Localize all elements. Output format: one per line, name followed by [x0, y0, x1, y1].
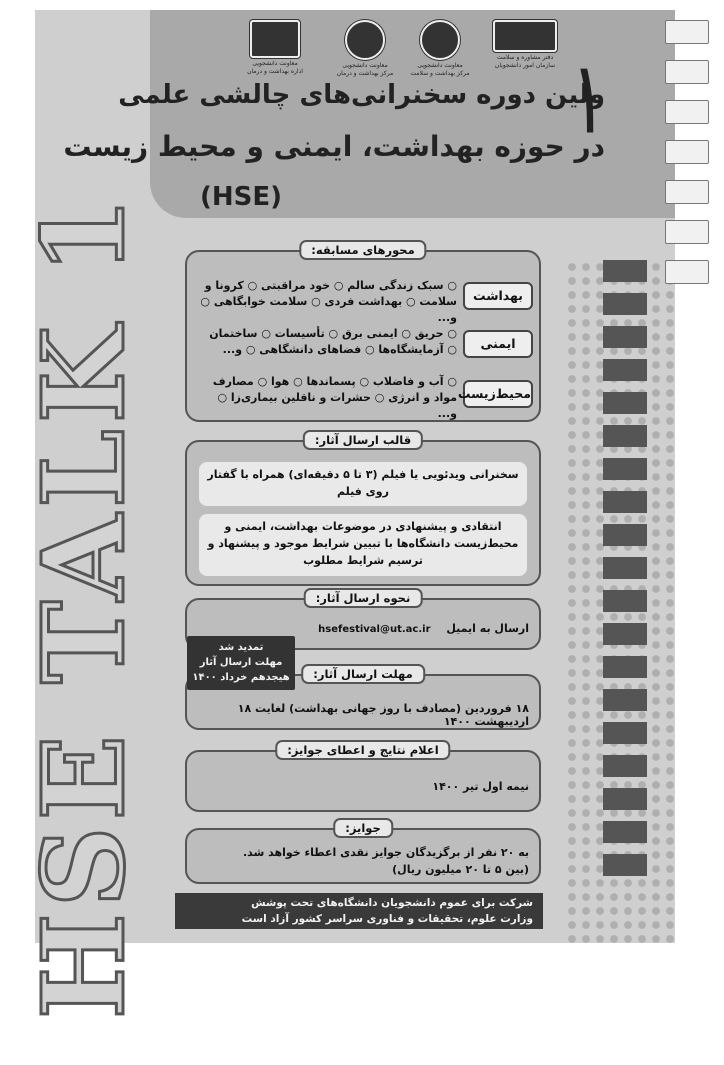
footer-banner	[175, 893, 543, 929]
deadline-title: مهلت ارسال آثار:	[301, 664, 425, 684]
film-hole	[665, 260, 709, 284]
logo-line: معاونت دانشجویی	[417, 62, 463, 69]
sharif-seal-icon	[345, 20, 385, 60]
film-hole	[665, 220, 709, 244]
film-hole	[603, 491, 647, 513]
topic-row	[187, 276, 539, 324]
logo-ut	[405, 20, 475, 78]
extension-line: مهلت ارسال آثار	[199, 657, 283, 668]
footer-line: شرکت برای عموم دانشجویان دانشگاه‌های تحت پوشش	[251, 897, 533, 909]
film-hole	[603, 359, 647, 381]
logo-line: معاونت دانشجویی	[342, 62, 388, 69]
film-hole	[603, 392, 647, 414]
topics-title: محورهای مسابقه:	[299, 240, 426, 260]
deadline-text: ۱۸ فروردین (مصادف با روز جهانی بهداشت) لغایت ۱۸ اردیبهشت ۱۴۰۰	[237, 702, 529, 728]
film-hole	[603, 458, 647, 480]
vertical-title: HSE TALK 1	[19, 190, 150, 1020]
daftar-logo-icon	[493, 20, 557, 52]
film-hole	[603, 788, 647, 810]
film-hole	[603, 557, 647, 579]
film-hole	[603, 656, 647, 678]
film-hole	[603, 821, 647, 843]
film-hole	[665, 60, 709, 84]
submission-line	[197, 622, 529, 635]
format-item: سخنرانی ویدئویی یا فیلم (۳ تا ۵ دقیقه‌ای) همراه با گفتار روی فیلم	[199, 462, 527, 506]
film-hole	[603, 854, 647, 876]
film-hole	[603, 590, 647, 612]
format-section	[185, 433, 541, 586]
results-title: اعلام نتایج و اعطای جوایز:	[275, 740, 450, 760]
logo-line: سازمان امور دانشجویان	[494, 62, 556, 69]
topic-label: محیط‌زیست	[463, 380, 533, 408]
right-filmstrip	[603, 260, 647, 876]
film-hole	[603, 260, 647, 282]
format-item: انتقادی و پیشنهادی در موضوعات بهداشت، ایمنی و محیط‌زیست دانشگاه‌ها با تبیین شرایط موجود و پیشنهاد و ترسیم شرایط مطلوب	[199, 514, 527, 576]
topics-section	[185, 243, 541, 422]
topic-row	[187, 324, 539, 364]
logo-daftar	[480, 20, 570, 70]
submission-title: نحوه ارسال آثار:	[304, 588, 423, 608]
logo-line: معاونت دانشجویی	[252, 60, 298, 67]
logo-line: اداره بهداشت و درمان	[247, 68, 303, 75]
topic-text: ○ آب و فاضلاب ○ پسماندها ○ هوا ○ مصارف مواد و انرژی ○ حشرات و ناقلین بیماری‌زا ○ و...	[212, 375, 457, 420]
title-line-2: در حوزه بهداشت، ایمنی و محیط زیست	[63, 130, 605, 163]
header-filmstrip	[665, 20, 707, 284]
topic-text: ○ سبک زندگی سالم ○ خود مراقبتی ○ کرونا و سلامت ○ بهداشت فردی ○ سلامت خوابگاهی ○ و...	[200, 279, 457, 324]
logo-daneshkade	[235, 20, 315, 76]
prizes-section	[185, 821, 541, 884]
film-hole	[603, 326, 647, 348]
edition-number: ۱	[574, 41, 603, 154]
film-hole	[603, 425, 647, 447]
prizes-title: جوایز:	[333, 818, 393, 838]
topic-text: ○ حریق ○ ایمنی برق ○ تأسیسات ○ ساختمان ○ آزمایشگاه‌ها ○ فضاهای دانشگاهی ○ و...	[209, 327, 457, 356]
logo-line: مرکز بهداشت و سلامت	[410, 70, 470, 77]
topic-row	[187, 372, 539, 420]
daneshkade-logo-icon	[250, 20, 300, 58]
extension-line: هیجدهم خرداد ۱۴۰۰	[192, 672, 290, 683]
film-hole	[603, 689, 647, 711]
logo-line: دفتر مشاوره و سلامت	[496, 54, 554, 61]
topic-label: بهداشت	[463, 282, 533, 310]
prizes-line: (بین ۵ تا ۲۰ میلیون ریال)	[392, 863, 529, 876]
footer-line: وزارت علوم، تحقیقات و فناوری سراسر کشور آزاد است	[241, 913, 533, 925]
poster	[19, 10, 675, 1020]
title-line-1: ولین دوره سخنرانی‌های چالشی علمی	[118, 80, 605, 110]
film-hole	[603, 623, 647, 645]
prizes-line: به ۲۰ نفر از برگزیدگان جوایز نقدی اعطاء خواهد شد.	[242, 846, 529, 859]
ut-seal-icon	[420, 20, 460, 60]
film-hole	[603, 293, 647, 315]
film-hole	[665, 20, 709, 44]
results-section	[185, 743, 541, 812]
hse-tag: (HSE)	[200, 182, 283, 212]
film-hole	[603, 755, 647, 777]
extension-badge	[187, 636, 295, 690]
film-hole	[603, 524, 647, 546]
topic-label: ایمنی	[463, 330, 533, 358]
extension-line: تمدید شد	[218, 642, 264, 653]
film-hole	[665, 100, 709, 124]
submission-text: ارسال به ایمیل	[446, 622, 529, 635]
film-hole	[603, 722, 647, 744]
results-text: نیمه اول تیر ۱۴۰۰	[432, 780, 529, 793]
logo-sharif	[325, 20, 405, 78]
submission-email[interactable]: hsefestival@ut.ac.ir	[318, 624, 431, 635]
film-hole	[665, 180, 709, 204]
film-hole	[665, 140, 709, 164]
header-panel	[63, 10, 675, 218]
format-title: قالب ارسال آثار:	[303, 430, 423, 450]
logo-line: مرکز بهداشت و درمان	[336, 70, 394, 77]
